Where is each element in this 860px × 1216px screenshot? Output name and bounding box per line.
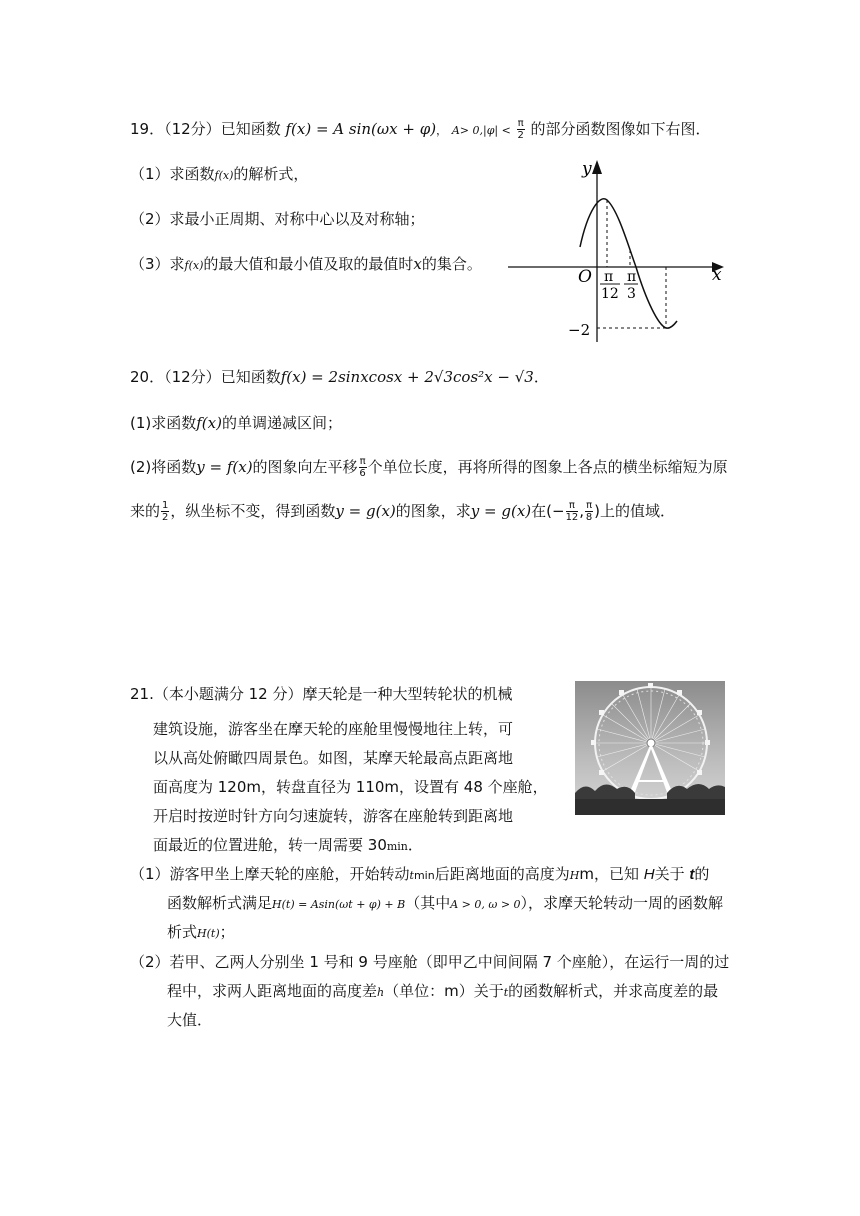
q19-points: （12分） xyxy=(164,120,221,138)
q21-part1-line3: 析式H(t)； xyxy=(167,923,235,941)
q19-part2: （2）求最小正周期、对称中心以及对称轴； xyxy=(130,210,425,228)
q19-title-line: 19．（12分）已知函数 f(x) = A sin(ωx + φ)， A> 0,|φ| < $\frac{\pi}{2}$ 的部分函数图像如下右图． xyxy=(130,118,711,141)
y-axis-arrow xyxy=(592,160,602,174)
q20-part1: (1)求函数f(x)的单调递减区间； xyxy=(130,414,342,432)
q21-line6: 面最近的位置进舱，转一周需要 30min． xyxy=(153,836,423,854)
q21-part2-line3: 大值． xyxy=(167,1011,213,1029)
q21-line3: 以从高处俯瞰四周景色。如图，某摩天轮最高点距离地 xyxy=(153,749,514,767)
q20-points: （12分） xyxy=(164,368,221,386)
q19-part1: （1）求函数f(x)的解析式， xyxy=(130,165,309,183)
tick2-num: π xyxy=(627,269,637,285)
tick2-den: 3 xyxy=(627,286,636,302)
q21-line1: 21.（本小题满分 12 分）摩天轮是一种大型转轮状的机械 xyxy=(130,685,513,703)
q19-part3: （3）求f(x)的最大值和最小值及取的最值时x的集合。 xyxy=(130,255,482,273)
tick1-den: 12 xyxy=(601,286,619,302)
ferris-wheel-photo xyxy=(575,681,725,815)
tick1-num: π xyxy=(604,269,614,285)
q19-tail: 的部分函数图像如下右图． xyxy=(530,120,711,138)
q19-condition-fraction: $\frac{\pi}{2}$ xyxy=(517,118,524,141)
y-axis-label: y xyxy=(582,159,592,179)
q20-intro: 已知函数 xyxy=(220,368,281,386)
q20-part2-line2: 来的 $\frac{1}{2}$ ，纵坐标不变，得到函数y = g(x)的图象，求y = g(x)在(− $\frac{\pi}{12}$ , $\frac{\pi}{8}$ )上的值域． xyxy=(130,500,675,523)
q21-line5: 开启时按逆时针方向匀速旋转，游客在座舱转到距离地 xyxy=(153,807,514,825)
q20-scale-fraction: $\frac{1}{2}$ xyxy=(162,500,169,523)
q21-part1-line2: 函数解析式满足H(t) = Asin(ωt + φ) + B（其中A > 0, ω > 0），求摩天轮转动一周的函数解 xyxy=(167,894,724,912)
x-axis-label: x xyxy=(712,265,722,285)
q19-number: 19． xyxy=(130,120,165,138)
q20-title-line: 20．（12分）已知函数f(x) = 2sinxcosx + 2√3cos²x − √3． xyxy=(130,368,549,386)
q21-part2-line2: 程中，求两人距离地面的高度差h（单位：m）关于t的函数解析式，并求高度差的最 xyxy=(167,982,719,1000)
q21-line2: 建筑设施，游客坐在摩天轮的座舱里慢慢地往上转，可 xyxy=(153,720,514,738)
q20-part2-line1: (2)将函数y = f(x)的图象向左平移 $\frac{\pi}{6}$ 个单位长度，再将所得的图象上各点的横坐标缩短为原 xyxy=(130,456,728,479)
q21-part2-line1: （2）若甲、乙两人分别坐 1 号和 9 号座舱（即甲乙中间间隔 7 个座舱），在运行一周的过 xyxy=(130,953,730,971)
q19-function: f(x) = A sin(ωx + φ) xyxy=(285,120,437,138)
q19-condition: A> 0,|φ| < xyxy=(451,124,511,137)
min-label: −2 xyxy=(568,321,591,339)
origin-label: O xyxy=(578,267,592,287)
sine-curve xyxy=(580,199,677,328)
q20-number: 20． xyxy=(130,368,165,386)
q21-line4: 面高度为 120m，转盘直径为 110m，设置有 48 个座舱， xyxy=(153,778,548,796)
q19-intro: 已知函数 xyxy=(220,120,281,138)
q20-function: f(x) = 2sinxcosx + 2√3cos²x − √3 xyxy=(280,368,534,386)
q21-part1-line1: （1）游客甲坐上摩天轮的座舱，开始转动tmin后距离地面的高度为Hm，已知 H关于 t的 xyxy=(130,865,710,883)
q20-shift-fraction: $\frac{\pi}{6}$ xyxy=(359,456,366,479)
sine-graph xyxy=(500,150,740,350)
